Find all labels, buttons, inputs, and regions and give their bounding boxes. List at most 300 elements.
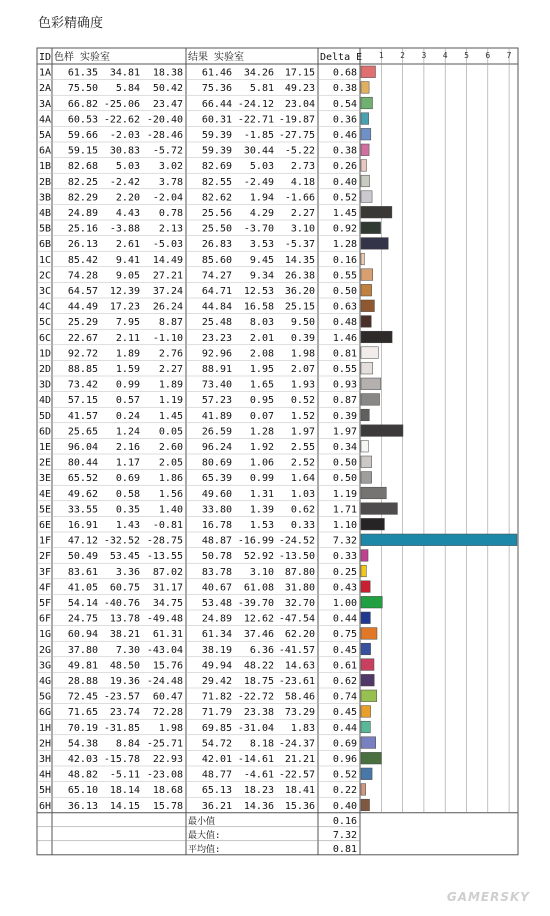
result-lab-value: 42.01 bbox=[201, 754, 232, 765]
result-lab-value: 16.78 bbox=[201, 520, 232, 531]
delta-e-value: 0.48 bbox=[332, 317, 357, 329]
delta-e-bar bbox=[361, 144, 369, 156]
target-lab-value: 37.24 bbox=[152, 286, 183, 297]
row-id: 2A bbox=[39, 83, 52, 95]
row-id: 3D bbox=[39, 379, 52, 391]
table-row bbox=[37, 704, 371, 719]
target-lab-value: -49.48 bbox=[146, 613, 183, 625]
result-lab-value: 25.15 bbox=[284, 301, 315, 313]
result-lab-value: 25.48 bbox=[201, 317, 232, 329]
target-lab-value: 15.76 bbox=[152, 660, 183, 672]
result-lab-value: 1.31 bbox=[249, 488, 274, 500]
result-lab-value: -39.70 bbox=[237, 598, 274, 609]
result-lab-value: 2.55 bbox=[290, 442, 315, 453]
summary-label-min: 最小值 bbox=[188, 816, 216, 827]
result-lab-value: 1.28 bbox=[249, 426, 274, 438]
target-lab-value: 1.19 bbox=[158, 395, 183, 407]
target-lab-value: 36.13 bbox=[67, 800, 98, 812]
target-lab-value: 50.49 bbox=[67, 551, 98, 563]
table-row bbox=[37, 173, 370, 188]
target-lab-value: -5.03 bbox=[152, 239, 183, 251]
delta-e-bar bbox=[361, 206, 392, 218]
target-lab-value: 66.82 bbox=[67, 98, 98, 110]
result-lab-value: 9.50 bbox=[290, 317, 315, 329]
target-lab-value: 49.81 bbox=[67, 660, 98, 672]
delta-e-bar bbox=[361, 565, 366, 577]
target-lab-value: 24.75 bbox=[67, 613, 98, 625]
target-lab-value: 15.78 bbox=[152, 800, 183, 812]
result-lab-value: -1.85 bbox=[243, 130, 274, 141]
target-lab-value: 7.30 bbox=[115, 644, 140, 656]
result-lab-value: 2.01 bbox=[249, 332, 274, 344]
target-lab-value: 13.78 bbox=[109, 613, 140, 625]
table-row bbox=[37, 298, 374, 313]
target-lab-value: 23.47 bbox=[152, 98, 183, 110]
delta-e-bar bbox=[361, 191, 372, 203]
result-lab-value: 82.69 bbox=[201, 161, 232, 173]
result-lab-value: -27.75 bbox=[278, 130, 315, 141]
row-id: 3G bbox=[39, 660, 52, 672]
row-id: 5C bbox=[39, 317, 52, 329]
target-lab-value: 82.29 bbox=[67, 192, 98, 204]
target-lab-value: 85.42 bbox=[67, 254, 98, 266]
result-lab-value: 1.97 bbox=[290, 426, 315, 438]
row-id: 3A bbox=[39, 98, 52, 110]
delta-e-bar bbox=[361, 550, 368, 562]
result-lab-value: 29.42 bbox=[201, 676, 232, 687]
target-lab-value: 72.45 bbox=[67, 691, 98, 703]
row-id: 1F bbox=[39, 535, 52, 547]
delta-e-value: 0.75 bbox=[332, 629, 357, 641]
target-lab-value: -2.42 bbox=[109, 176, 140, 188]
table-row bbox=[37, 750, 381, 765]
target-lab-value: 41.57 bbox=[67, 410, 98, 422]
target-lab-value: 54.14 bbox=[67, 598, 98, 609]
row-id: 5E bbox=[39, 504, 52, 516]
delta-e-value: 0.22 bbox=[332, 785, 357, 797]
row-id: 4G bbox=[39, 676, 52, 687]
result-lab-value: 12.62 bbox=[243, 613, 274, 625]
result-lab-value: 31.80 bbox=[284, 582, 315, 594]
delta-e-bar bbox=[361, 643, 371, 655]
delta-e-bar bbox=[361, 331, 392, 343]
target-lab-value: 27.21 bbox=[152, 270, 183, 282]
result-lab-value: -4.61 bbox=[243, 769, 274, 781]
row-id: 3B bbox=[39, 192, 52, 204]
delta-e-value: 0.25 bbox=[332, 566, 357, 578]
watermark: GAMERSKY bbox=[446, 890, 530, 904]
target-lab-value: -2.03 bbox=[109, 130, 140, 141]
target-lab-value: 60.53 bbox=[67, 114, 98, 126]
result-lab-value: 25.56 bbox=[201, 208, 232, 219]
delta-e-bar bbox=[361, 347, 378, 359]
result-lab-value: 30.44 bbox=[243, 145, 274, 157]
table-row bbox=[37, 797, 370, 812]
row-id: 1D bbox=[39, 348, 52, 360]
axis-ticks bbox=[379, 51, 512, 60]
result-lab-value: 52.92 bbox=[243, 551, 274, 563]
result-lab-value: 3.53 bbox=[249, 239, 274, 251]
result-lab-value: 1.39 bbox=[249, 504, 274, 516]
target-lab-value: 33.55 bbox=[67, 504, 98, 516]
target-lab-value: 65.52 bbox=[67, 473, 98, 485]
delta-e-bar bbox=[361, 612, 370, 624]
delta-e-value: 1.10 bbox=[332, 520, 357, 531]
result-lab-value: 66.44 bbox=[201, 98, 232, 110]
delta-e-value: 0.54 bbox=[332, 98, 357, 110]
delta-e-value: 0.50 bbox=[332, 286, 357, 297]
table-row bbox=[37, 626, 377, 641]
target-lab-value: 1.24 bbox=[115, 426, 140, 438]
delta-e-bar bbox=[361, 706, 371, 718]
table-row bbox=[37, 360, 373, 375]
target-lab-value: 61.31 bbox=[152, 629, 183, 641]
target-lab-value: 3.02 bbox=[158, 161, 183, 173]
result-lab-value: 64.71 bbox=[201, 286, 232, 297]
target-lab-value: 38.21 bbox=[109, 629, 140, 641]
delta-e-value: 0.87 bbox=[332, 395, 357, 407]
summary-value-avg: 0.81 bbox=[332, 843, 357, 855]
row-id: 4B bbox=[39, 208, 52, 219]
delta-e-bar bbox=[361, 628, 377, 640]
result-lab-value: -1.66 bbox=[284, 192, 315, 204]
delta-e-bar bbox=[361, 518, 384, 530]
row-id: 4A bbox=[39, 114, 52, 126]
tick-label: 2 bbox=[400, 51, 406, 60]
target-lab-value: -25.71 bbox=[146, 738, 183, 750]
target-lab-value: 14.49 bbox=[152, 254, 183, 266]
result-lab-value: -41.57 bbox=[278, 644, 315, 656]
delta-e-bar bbox=[361, 456, 372, 468]
delta-e-bar bbox=[361, 378, 381, 390]
target-lab-value: 22.93 bbox=[152, 754, 183, 765]
delta-e-bar bbox=[361, 253, 364, 265]
result-lab-value: 18.75 bbox=[243, 676, 274, 687]
delta-e-value: 0.38 bbox=[332, 145, 357, 157]
row-id: 2B bbox=[39, 176, 52, 188]
row-id: 1G bbox=[39, 629, 52, 641]
delta-e-value: 0.96 bbox=[332, 754, 357, 765]
result-lab-value: 25.50 bbox=[201, 223, 232, 235]
result-lab-value: -22.72 bbox=[237, 691, 274, 703]
table-row bbox=[37, 501, 397, 516]
result-lab-value: 0.52 bbox=[290, 395, 315, 407]
result-lab-value: -5.22 bbox=[284, 145, 315, 157]
result-lab-value: 1.93 bbox=[290, 379, 315, 391]
delta-e-value: 0.81 bbox=[332, 348, 357, 360]
result-lab-value: 87.80 bbox=[284, 566, 315, 578]
row-id: 2E bbox=[39, 457, 52, 469]
result-lab-value: 62.20 bbox=[284, 629, 315, 641]
tick-label: 3 bbox=[421, 51, 427, 60]
result-lab-value: 32.70 bbox=[284, 598, 315, 609]
delta-e-bar bbox=[361, 113, 369, 125]
result-lab-value: 48.22 bbox=[243, 660, 274, 672]
result-lab-value: 44.84 bbox=[201, 301, 232, 313]
target-lab-value: 82.25 bbox=[67, 176, 98, 188]
result-lab-value: -2.49 bbox=[243, 176, 274, 188]
target-lab-value: 1.59 bbox=[115, 364, 140, 375]
result-lab-value: 2.52 bbox=[290, 457, 315, 469]
target-lab-value: 60.94 bbox=[67, 629, 98, 641]
result-lab-value: 88.91 bbox=[201, 364, 232, 375]
target-lab-value: 5.84 bbox=[115, 83, 140, 95]
target-lab-value: 8.84 bbox=[115, 738, 140, 750]
target-lab-value: -2.04 bbox=[152, 192, 183, 204]
target-lab-value: 37.80 bbox=[67, 644, 98, 656]
row-id: 5G bbox=[39, 691, 52, 703]
result-lab-value: 65.39 bbox=[201, 473, 232, 485]
delta-e-value: 0.74 bbox=[332, 691, 357, 703]
result-lab-value: 37.46 bbox=[243, 629, 274, 641]
row-id: 4F bbox=[39, 582, 52, 594]
delta-e-bar bbox=[361, 238, 388, 250]
result-lab-value: 71.79 bbox=[201, 707, 232, 719]
result-lab-value: 16.58 bbox=[243, 301, 274, 313]
result-lab-value: 96.24 bbox=[201, 442, 232, 453]
delta-column-header: Delta E bbox=[320, 52, 363, 63]
result-lab-value: 3.10 bbox=[249, 566, 274, 578]
result-lab-value: 65.13 bbox=[201, 785, 232, 797]
target-lab-value: 83.61 bbox=[67, 566, 98, 578]
target-lab-value: 80.44 bbox=[67, 457, 98, 469]
result-lab-value: 14.36 bbox=[243, 800, 274, 812]
delta-e-value: 0.40 bbox=[332, 176, 357, 188]
delta-e-value: 0.52 bbox=[332, 192, 357, 204]
table-row bbox=[37, 80, 369, 95]
table-row bbox=[37, 563, 366, 578]
table-row bbox=[37, 345, 378, 360]
delta-e-value: 0.45 bbox=[332, 707, 357, 719]
delta-e-bar bbox=[361, 690, 377, 702]
target-lab-value: 71.65 bbox=[67, 707, 98, 719]
result-lab-value: 85.60 bbox=[201, 254, 232, 266]
summary-label-max: 最大值: bbox=[188, 830, 221, 841]
table-row bbox=[37, 516, 384, 531]
result-lab-value: 0.99 bbox=[249, 473, 274, 485]
target-lab-value: 9.41 bbox=[115, 254, 140, 266]
row-id: 1A bbox=[39, 67, 52, 79]
result-lab-value: 2.27 bbox=[290, 208, 315, 219]
target-lab-value: 60.75 bbox=[109, 582, 140, 594]
summary-value-min: 0.16 bbox=[332, 815, 357, 827]
summary-label-avg: 平均值: bbox=[188, 844, 221, 855]
table-row bbox=[37, 423, 403, 438]
target-lab-value: 18.14 bbox=[109, 785, 140, 797]
page-title: 色彩精确度 bbox=[38, 16, 104, 31]
target-lab-value: 23.74 bbox=[109, 707, 140, 719]
delta-e-value: 0.33 bbox=[332, 551, 357, 563]
target-lab-value: 87.02 bbox=[152, 566, 183, 578]
result-lab-value: -22.57 bbox=[278, 769, 315, 781]
result-lab-value: 8.03 bbox=[249, 317, 274, 329]
row-id: 2G bbox=[39, 644, 52, 656]
target-lab-value: 74.28 bbox=[67, 270, 98, 282]
delta-e-bar bbox=[361, 440, 368, 452]
result-lab-value: 18.41 bbox=[284, 785, 315, 797]
table-row bbox=[37, 189, 372, 204]
target-lab-value: 47.12 bbox=[67, 535, 98, 547]
result-lab-value: 17.15 bbox=[284, 67, 315, 79]
target-lab-value: 0.57 bbox=[115, 395, 140, 407]
target-lab-value: 61.35 bbox=[67, 67, 98, 79]
target-lab-value: 0.35 bbox=[115, 504, 140, 516]
row-id: 6B bbox=[39, 239, 52, 251]
target-lab-value: 82.68 bbox=[67, 161, 98, 173]
delta-e-value: 0.68 bbox=[332, 67, 357, 79]
target-lab-value: -32.52 bbox=[103, 535, 140, 547]
result-lab-value: 53.48 bbox=[201, 598, 232, 609]
result-lab-value: 15.36 bbox=[284, 800, 315, 812]
target-lab-value: 2.05 bbox=[158, 457, 183, 469]
result-lab-value: 34.26 bbox=[243, 67, 274, 79]
result-lab-value: 4.18 bbox=[290, 176, 315, 188]
row-id: 2F bbox=[39, 551, 52, 563]
delta-e-bar bbox=[361, 66, 375, 78]
target-lab-value: -25.06 bbox=[103, 98, 140, 110]
result-lab-value: 58.46 bbox=[284, 691, 315, 703]
delta-e-value: 0.45 bbox=[332, 644, 357, 656]
target-lab-value: -40.76 bbox=[103, 598, 140, 609]
result-lab-value: 83.78 bbox=[201, 566, 232, 578]
target-lab-value: 73.42 bbox=[67, 379, 98, 391]
result-lab-value: -16.99 bbox=[237, 535, 274, 547]
delta-e-bar bbox=[361, 596, 382, 608]
result-lab-value: -3.70 bbox=[243, 223, 274, 235]
result-lab-value: -13.50 bbox=[278, 551, 315, 563]
tick-label: 4 bbox=[442, 51, 448, 60]
row-id: 5H bbox=[39, 785, 52, 797]
result-lab-value: 1.92 bbox=[249, 442, 274, 453]
target-lab-value: -15.78 bbox=[103, 754, 140, 765]
target-lab-value: 5.03 bbox=[115, 161, 140, 173]
result-lab-value: 2.08 bbox=[249, 348, 274, 360]
target-lab-value: -3.88 bbox=[109, 223, 140, 235]
row-id: 2C bbox=[39, 270, 52, 282]
delta-e-bar bbox=[361, 128, 371, 140]
row-id: 3F bbox=[39, 566, 52, 578]
delta-e-bar bbox=[361, 284, 372, 296]
result-lab-value: 26.83 bbox=[201, 239, 232, 251]
row-id: 6F bbox=[39, 613, 52, 625]
tick-label: 5 bbox=[464, 51, 469, 60]
table-row bbox=[37, 282, 372, 297]
result-lab-value: 41.89 bbox=[201, 410, 232, 422]
target-lab-value: 59.66 bbox=[67, 130, 98, 141]
delta-e-bar bbox=[361, 316, 371, 328]
target-lab-value: 31.17 bbox=[152, 582, 183, 594]
target-lab-value: 8.87 bbox=[158, 317, 183, 329]
target-lab-value: 92.72 bbox=[67, 348, 98, 360]
target-lab-value: 1.17 bbox=[115, 457, 140, 469]
result-lab-value: 48.87 bbox=[201, 535, 232, 547]
table-row bbox=[37, 267, 373, 282]
delta-e-value: 7.32 bbox=[332, 535, 357, 547]
target-lab-value: 34.81 bbox=[109, 67, 140, 79]
target-lab-value: -1.10 bbox=[152, 332, 183, 344]
delta-e-value: 0.44 bbox=[332, 613, 357, 625]
row-id: 3C bbox=[39, 286, 52, 297]
row-id: 3E bbox=[39, 473, 52, 485]
delta-e-bar bbox=[361, 394, 380, 406]
result-lab-value: 38.19 bbox=[201, 644, 232, 656]
table-row bbox=[37, 688, 377, 703]
delta-e-value: 1.45 bbox=[332, 208, 357, 219]
target-lab-value: 2.11 bbox=[115, 332, 140, 344]
target-lab-value: -28.75 bbox=[146, 535, 183, 547]
result-lab-value: 40.67 bbox=[201, 582, 232, 594]
delta-e-bar bbox=[361, 784, 366, 796]
result-lab-value: 59.39 bbox=[201, 130, 232, 141]
target-lab-value: 53.45 bbox=[109, 551, 140, 563]
result-lab-value: 92.96 bbox=[201, 348, 232, 360]
row-id: 2H bbox=[39, 738, 52, 750]
result-lab-value: 0.62 bbox=[290, 504, 315, 516]
result-lab-value: 69.85 bbox=[201, 722, 232, 734]
target-lab-value: 48.82 bbox=[67, 769, 98, 781]
row-id: 4C bbox=[39, 301, 52, 313]
target-lab-value: 70.19 bbox=[67, 722, 98, 734]
row-id: 1C bbox=[39, 254, 52, 266]
delta-e-bar bbox=[361, 799, 370, 811]
result-lab-value: 8.18 bbox=[249, 738, 274, 750]
delta-e-bar bbox=[361, 503, 397, 515]
target-lab-value: 0.58 bbox=[115, 488, 140, 500]
target-lab-value: 57.15 bbox=[67, 395, 98, 407]
target-lab-value: 72.28 bbox=[152, 707, 183, 719]
target-lab-value: 44.49 bbox=[67, 301, 98, 313]
target-lab-value: 12.39 bbox=[109, 286, 140, 297]
delta-e-bar bbox=[361, 300, 374, 312]
target-lab-value: 3.78 bbox=[158, 176, 183, 188]
result-lab-value: 26.59 bbox=[201, 426, 232, 438]
delta-e-value: 0.34 bbox=[332, 442, 357, 453]
target-lab-value: 25.65 bbox=[67, 426, 98, 438]
target-lab-value: 54.38 bbox=[67, 738, 98, 750]
delta-e-value: 0.50 bbox=[332, 457, 357, 469]
table-row bbox=[37, 236, 388, 251]
row-id: 4D bbox=[39, 395, 52, 407]
result-lab-value: 49.94 bbox=[201, 660, 232, 672]
delta-e-value: 0.43 bbox=[332, 582, 357, 594]
table-row bbox=[37, 251, 364, 266]
target-lab-value: 1.98 bbox=[158, 722, 183, 734]
target-lab-value: -24.48 bbox=[146, 676, 183, 687]
target-lab-value: 2.13 bbox=[158, 223, 183, 235]
result-lab-value: 80.69 bbox=[201, 457, 232, 469]
target-lab-value: 64.57 bbox=[67, 286, 98, 297]
target-lab-value: 60.47 bbox=[152, 691, 183, 703]
tick-label: 7 bbox=[506, 51, 512, 60]
target-lab-value: 1.56 bbox=[158, 488, 183, 500]
result-lab-value: 1.95 bbox=[249, 364, 274, 375]
target-lab-value: 28.88 bbox=[67, 676, 98, 687]
delta-e-value: 0.55 bbox=[332, 270, 357, 282]
delta-e-bar bbox=[361, 534, 517, 546]
delta-e-value: 1.46 bbox=[332, 332, 357, 344]
target-lab-value: -0.81 bbox=[152, 520, 183, 531]
target-lab-value: 16.91 bbox=[67, 520, 98, 531]
row-id: 6D bbox=[39, 426, 52, 438]
row-id: 6H bbox=[39, 800, 52, 812]
result-lab-value: 59.39 bbox=[201, 145, 232, 157]
table-row bbox=[37, 719, 370, 734]
result-lab-value: 1.98 bbox=[290, 348, 315, 360]
target-lab-value: 1.45 bbox=[158, 410, 183, 422]
row-id: 5F bbox=[39, 598, 52, 609]
delta-e-value: 0.16 bbox=[332, 254, 357, 266]
result-lab-value: -47.54 bbox=[278, 613, 315, 625]
